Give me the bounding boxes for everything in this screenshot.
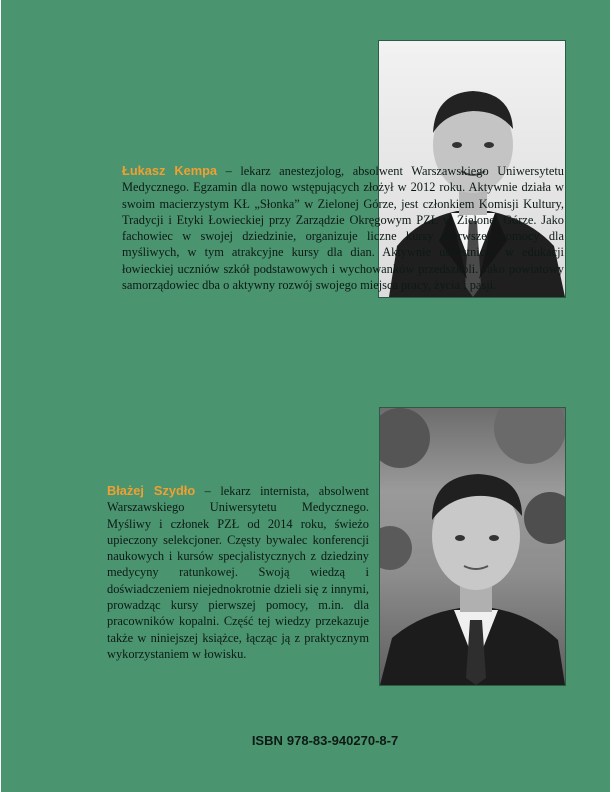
isbn-label: ISBN [251, 733, 283, 748]
author-bio-text-2: – lekarz internista, absolwent Warszawskiego Uniwersytetu Medycznego. Myśliwy i członek PZŁ od 2014 roku, świeżo upieczony selekcjoner. Częsty bywalec konferencji naukowych i kursów specjalistycznych z dziedziny medycyny ratunkowej. Swoją wiedzą i doświadczeniem niejednokrotnie dzieli się z innymi, prowadząc kursy pierwszej pomocy, m.in. dla pracowników kopalni. Część tej wiedzy przekazuje także w niniejszej książce, łącząc ją z praktycznym wykorzystaniem w łowisku. [107, 484, 370, 661]
author-bio-2 [107, 483, 369, 662]
portrait-2-icon [380, 408, 565, 685]
author-photo-blazej-szydlo [379, 407, 566, 686]
author-name-1: Łukasz Kempa [122, 163, 218, 178]
author-name-2: Błażej Szydło [107, 483, 196, 498]
back-cover [1, 0, 610, 792]
isbn-number: 978-83-940270-8-7 [286, 733, 399, 748]
author-bio-text-1: – lekarz anestezjolog, absolwent Warszawskiego Uniwersytetu Medycznego. Egzamin dla nowo wstępujących złożył w 2012 roku. Aktywnie działa w swoim macierzystym KŁ „Słonka” w Zielonej Górze, jest członkiem Komisji Kultury, Tradycji i Etyki Łowieckiej przy Zarządzie Okręgowym PZŁ w Zielonej Górze. Jako fachowiec w swojej dziedzinie, organizuje liczne kursy pierwszej pomocy dla myśliwych, w tym atrakcyjne kursy dla dian. Aktywnie uczestniczy w edukacji łowieckiej uczniów szkół podstawowych i wychowanków przedszkoli. Jako powiatowy samorządowiec dba o aktywny rozwój swojego miejsca pracy, życia i pasji. [122, 164, 564, 293]
author-bio-1 [122, 163, 564, 293]
isbn [225, 733, 425, 748]
